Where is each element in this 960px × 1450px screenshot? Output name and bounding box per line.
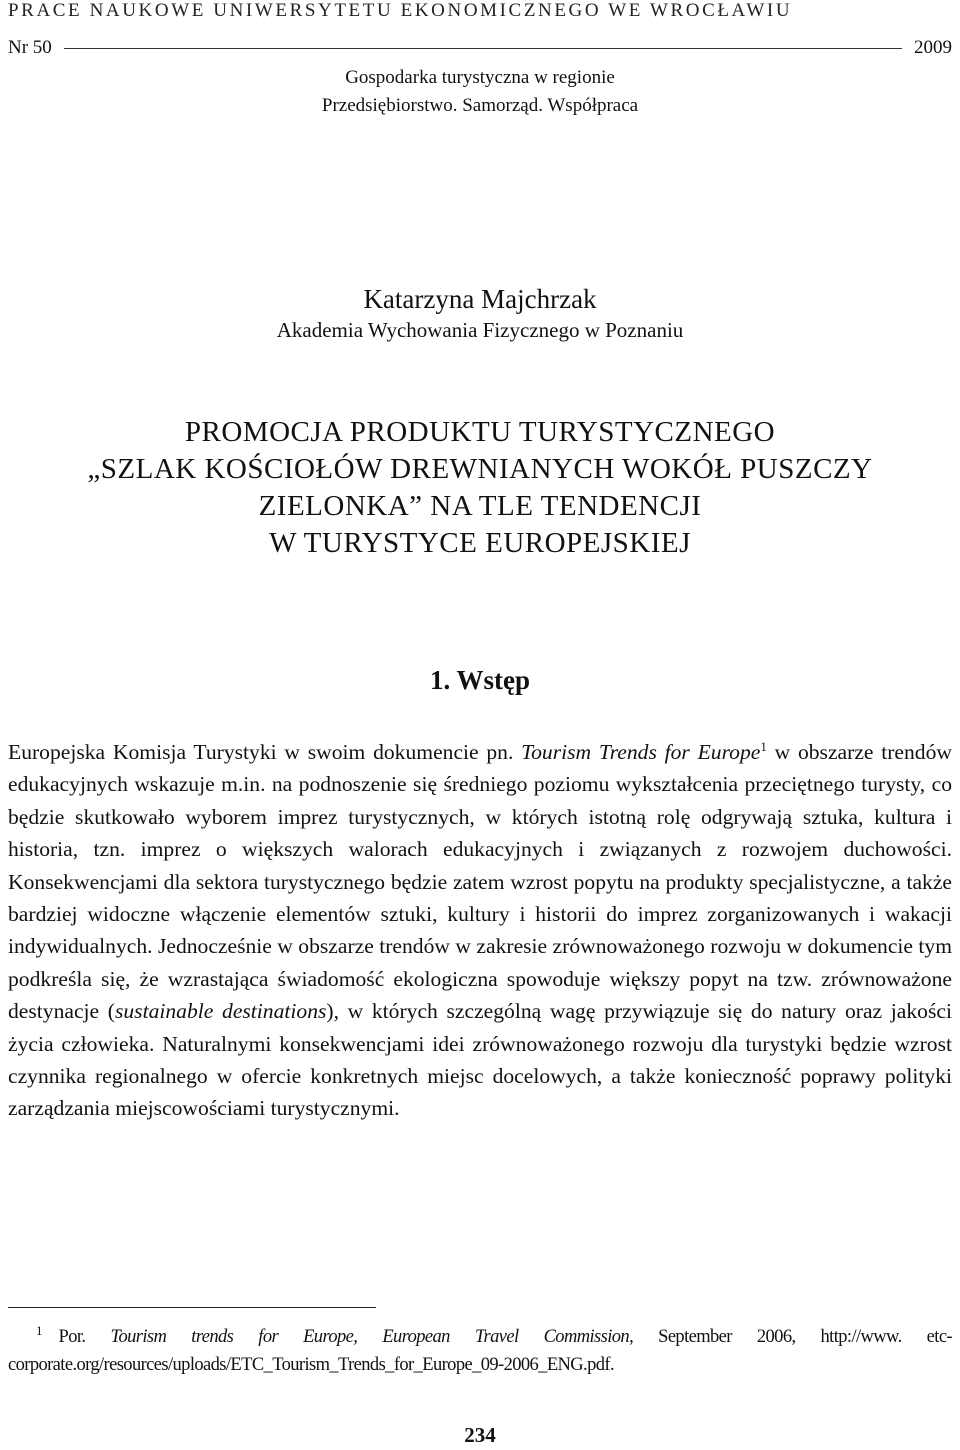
header-rule [64,48,902,49]
series-title [0,64,960,120]
issue-number: Nr 50 [8,37,52,58]
issue-year: 2009 [914,37,952,58]
series-line-1: Gospodarka turystyczna w regionie [345,67,615,88]
text-run: ), w których szczególną wagę przywiązuje się do natury oraz jakości życia człowieka. Naturalnymi konsekwencjami idei zrównoważonego rozwoju dla turystyki będzie wzrost czynnika regionalnego w ofercie konkretnych miejsc docelowych, a także konieczność poprawy polityki zarządzania miejscowościami turystycznymi. [8,999,952,1121]
footnote-number: 1 [36,1322,43,1338]
footnote-ref[interactable]: 1 [760,738,767,754]
italic-term: sustainable destinations [114,999,327,1024]
journal-running-head: PRACE NAUKOWE UNIWERSYTETU EKONOMICZNEGO WE WROCŁAWIU [8,0,793,21]
text-run: w obszarze trendów edukacyjnych wskazuje m.in. na podnoszenie się średniego poziomu wykształcenia przeciętnego turysty, co będzie skutkowało wyborem imprez turystycznych, w których istotną rolę odgrywają sztuka, kultura i historia, tzn. imprez o większych walorach edukacyjnych i związanych z rozwojem duchowości. Konsekwencjami dla sektora turystycznego będzie zatem wzrost popytu na produkty specjalistyczne, a także bardziej widoczne włączenie elementów sztuki, kultury i historii do imprez zorganizowanych i wakacji indywidualnych. Jednocześnie w obszarze trendów w zakresie zrównoważonego rozwoju w dokumencie tym podkreśla się, że wzrastająca świadomość ekologiczna spowoduje większy popyt na tzw. zrównoważone destynacje ( [8,740,952,1024]
body-text [8,736,952,1125]
title-line-4: W TURYSTYCE EUROPEJSKIEJ [269,527,691,559]
footnote-rule [8,1307,376,1308]
footnote-italic: Tourism trends for Europe, European Travel Commission [110,1327,630,1347]
title-line-3: ZIELONKA” NA TLE TENDENCJI [258,490,702,522]
page-number: 234 [464,1423,496,1447]
footnote-suffix: , September 2006, http://www. etc-corporate.org/resources/uploads/ETC_Tourism_Trends_for_Europe_09-2006_ENG.pdf. [8,1327,952,1375]
footnote-prefix: Por. [58,1327,111,1347]
article-title [0,414,960,562]
title-line-2: „SZLAK KOŚCIOŁÓW DREWNIANYCH WOKÓŁ PUSZCZY [87,453,873,485]
author-affiliation: Akademia Wychowania Fizycznego w Poznaniu [276,318,684,342]
paragraph [8,736,952,1125]
author-name: Katarzyna Majchrzak [363,284,597,314]
section-heading: 1. Wstęp [429,665,530,695]
text-run: Europejska Komisja Turystyki w swoim dokumencie pn. [8,740,522,764]
series-line-2: Przedsiębiorstwo. Samorząd. Współpraca [321,95,639,116]
footnote [8,1323,952,1379]
author-block [0,283,960,345]
issue-line [8,36,952,60]
italic-title: Tourism Trends for Europe [521,740,761,764]
title-line-1: PROMOCJA PRODUKTU TURYSTYCZNEGO [184,416,776,448]
